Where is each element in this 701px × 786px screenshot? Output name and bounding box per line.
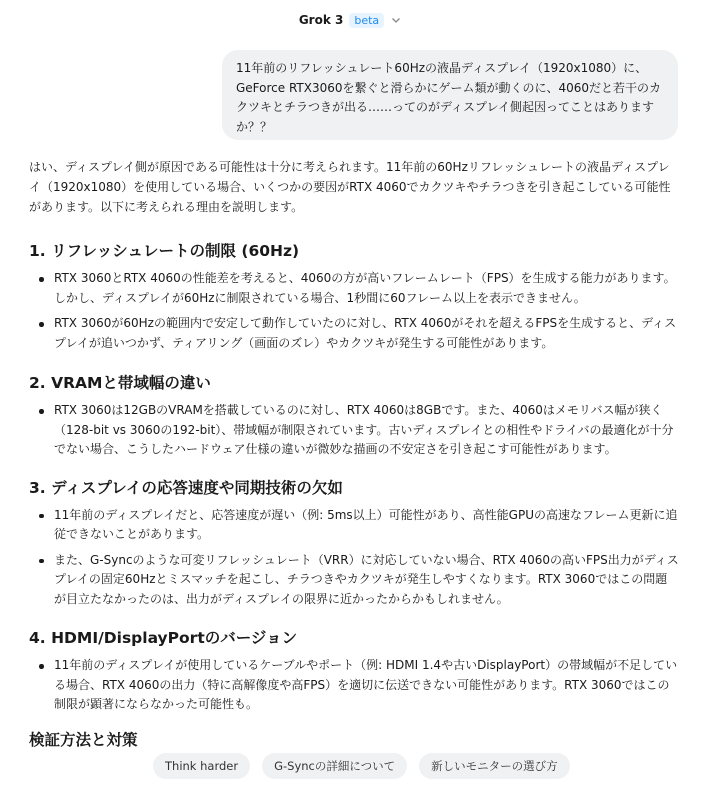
- user-message-bubble: 11年前のリフレッシュレート60Hzの液晶ディスプレイ（1920x1080）に、GeForce RTX3060を繋ぐと滑らかにゲーム類が動くのに、4060だと若干のカクツキとチラつきが出る……ってのがディスプレイ側起因ってことはありますか？？: [222, 50, 678, 140]
- bullet-item: RTX 3060とRTX 4060の性能差を考えると、4060の方が高いフレームレート（FPS）を生成する能力があります。しかし、ディスプレイが60Hzに制限されている場合、1秒間に60フレーム以上を表示できません。: [29, 269, 679, 308]
- suggestion-chip-think-harder[interactable]: Think harder: [153, 753, 250, 779]
- model-selector[interactable]: [0, 9, 701, 31]
- section-heading: 1. リフレッシュレートの制限 (60Hz): [29, 242, 300, 260]
- section-bullets: [29, 269, 679, 353]
- bullet-item: 11年前のディスプレイが使用しているケーブルやポート（例: HDMI 1.4や古いDisplayPort）の帯域幅が不足している場合、RTX 4060の出力（特に高解像度や高FPS）を適切に伝送できない可能性があります。RTX 3060ではこの制限が顕著にならなかった可能性も。: [29, 656, 679, 715]
- bullet-item: RTX 3060は12GBのVRAMを搭載しているのに対し、RTX 4060は8GBです。また、4060はメモリバス幅が狭く（128-bit vs 3060の192-bit）、帯域幅が制限されています。古いディスプレイとの相性やドライバの最適化が十分でない場合、こうしたハードウェア仕様の違いが微妙な描画の不安定さを引き起こす可能性があります。: [29, 401, 679, 460]
- suggestion-chip-gsync[interactable]: G-Syncの詳細について: [262, 753, 407, 779]
- chevron-down-icon[interactable]: [390, 14, 402, 26]
- section-heading: 4. HDMI/DisplayPortのバージョン: [29, 629, 298, 647]
- bullet-item: また、G-Syncのような可変リフレッシュレート（VRR）に対応していない場合、RTX 4060の高いFPS出力がディスプレイの固定60Hzとミスマッチを起こし、チラつきやカクツキが発生しやすくなります。RTX 3060ではこの問題が目立たなかったのは、出力がディスプレイの限界に近かったからかもしれません。: [29, 551, 679, 610]
- bullet-item: 11年前のディスプレイだと、応答速度が遅い（例: 5ms以上）可能性があり、高性能GPUの高速なフレーム更新に追従できないことがあります。: [29, 506, 679, 545]
- bullet-item: RTX 3060が60Hzの範囲内で安定して動作していたのに対し、RTX 4060がそれを超えるFPSを生成すると、ディスプレイが追いつかず、ティアリング（画面のズレ）やカクツキが発生する可能性があります。: [29, 314, 679, 353]
- suggestion-chip-monitor[interactable]: 新しいモニターの選び方: [419, 753, 570, 779]
- suggestion-chips: [153, 753, 570, 779]
- section-heading: 検証方法と対策: [29, 730, 138, 749]
- model-name: Grok 3: [298, 13, 344, 27]
- section-bullets: [29, 401, 679, 460]
- beta-badge: beta: [349, 13, 384, 28]
- section-heading: 2. VRAMと帯域幅の違い: [29, 374, 211, 392]
- section-bullets: [29, 656, 679, 715]
- assistant-answer: [29, 157, 679, 751]
- answer-intro: はい、ディスプレイ側が原因である可能性は十分に考えられます。11年前の60Hzリフレッシュレートの液晶ディスプレイ（1920x1080）を使用している場合、いくつかの要因がRTX 4060でカクツキやチラつきを引き起こしている可能性があります。以下に考えられる理由を説明します。: [29, 160, 671, 214]
- section-bullets: [29, 506, 679, 610]
- section-heading: 3. ディスプレイの応答速度や同期技術の欠如: [29, 478, 343, 497]
